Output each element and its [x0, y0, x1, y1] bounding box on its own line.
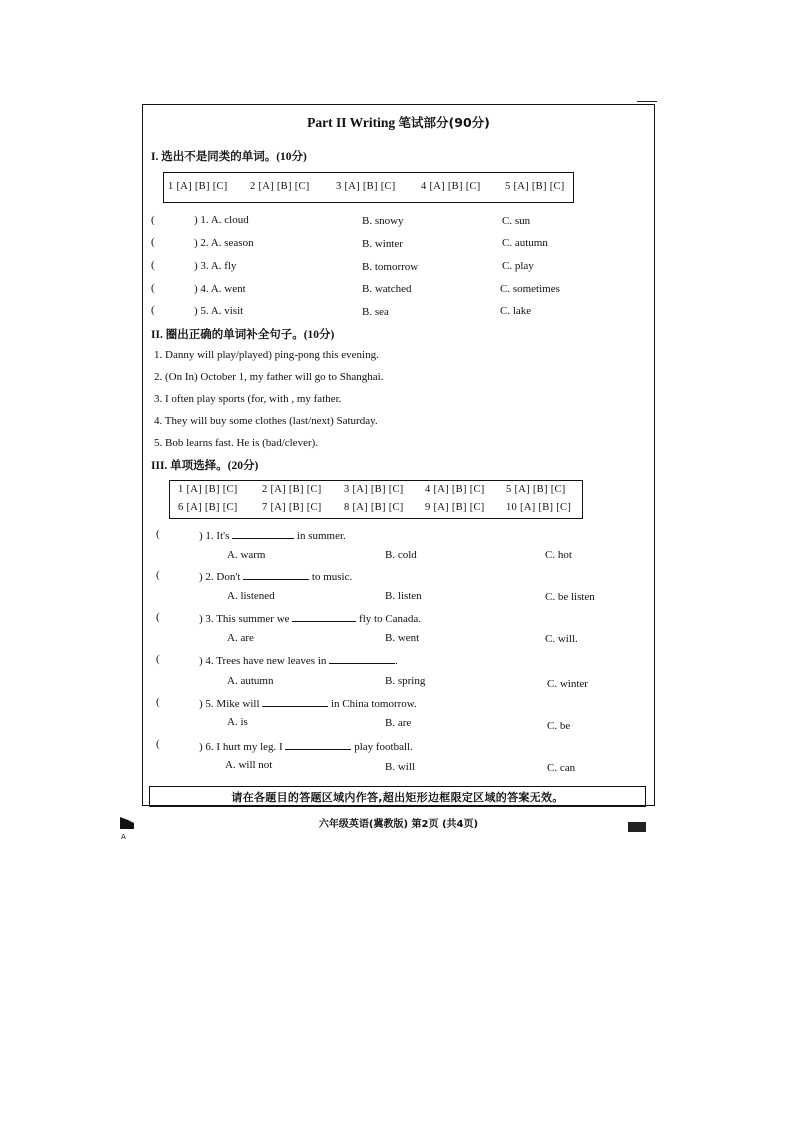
notice-bar: 请在各题目的答题区域内作答,超出矩形边框限定区域的答案无效。 — [149, 786, 646, 807]
option-c: C. will. — [545, 633, 578, 645]
sentence-4: 4. They will buy some clothes (last/next) Saturday. — [154, 415, 378, 427]
answer-choice-4[interactable]: 4 [A] [B] [C] — [425, 484, 485, 495]
option-b: B. winter — [362, 238, 403, 250]
question-text: ) 4. A. went — [194, 283, 246, 295]
option-c: C. be listen — [545, 591, 595, 603]
sentence-5: 5. Bob learns fast. He is (bad/clever). — [154, 437, 319, 449]
option-b: B. watched — [362, 283, 412, 295]
answer-choice-10[interactable]: 10 [A] [B] [C] — [506, 502, 572, 513]
option-c: C. be — [547, 720, 571, 732]
answer-choice-3[interactable]: 3 [A] [B] [C] — [344, 484, 404, 495]
paren-open: ( — [151, 304, 155, 316]
option-b: B. tomorrow — [362, 261, 419, 273]
option-c: C. sometimes — [500, 283, 560, 295]
sentence-2: 2. (On In) October 1, my father will go to Shanghai. — [154, 371, 384, 383]
option-c: C. autumn — [502, 237, 548, 249]
option-a: A. are — [227, 632, 254, 644]
paren-open: ( — [151, 282, 155, 294]
answer-blank[interactable] — [243, 569, 309, 580]
question-text: ) 1. A. cloud — [194, 214, 249, 226]
answer-choice-4[interactable]: 4 [A] [B] [C] — [421, 181, 481, 192]
sentence-1: 1. Danny will play/played) ping-pong this evening. — [154, 349, 379, 361]
paren-open: ( — [156, 528, 160, 540]
answer-choice-3[interactable]: 3 [A] [B] [C] — [336, 181, 396, 192]
option-b: B. went — [385, 632, 420, 644]
answer-blank[interactable] — [232, 528, 294, 539]
question-stem: ) 1. It's in summer. — [199, 530, 346, 542]
question-stem: ) 5. Mike will in China tomorrow. — [199, 698, 417, 710]
top-edge-line — [637, 101, 657, 102]
answer-choice-9[interactable]: 9 [A] [B] [C] — [425, 502, 485, 513]
question-stem: ) 2. Don't to music. — [199, 571, 353, 583]
paren-open: ( — [151, 214, 155, 226]
option-b: B. sea — [362, 306, 389, 318]
option-b: B. will — [385, 761, 415, 773]
answer-choice-1[interactable]: 1 [A] [B] [C] — [168, 181, 228, 192]
title-chinese: 笔试部分(90分) — [398, 115, 490, 130]
registration-mark-icon — [628, 822, 646, 832]
question-text: ) 3. A. fly — [194, 260, 237, 272]
paren-open: ( — [156, 611, 160, 623]
answer-choice-1[interactable]: 1 [A] [B] [C] — [178, 484, 238, 495]
question-text: ) 5. A. visit — [194, 305, 244, 317]
page-title — [142, 113, 655, 131]
option-a: A. is — [227, 716, 248, 728]
option-c: C. winter — [547, 678, 588, 690]
answer-blank[interactable] — [329, 653, 395, 664]
answer-choice-8[interactable]: 8 [A] [B] [C] — [344, 502, 404, 513]
corner-mark: A — [121, 833, 126, 841]
answer-blank[interactable] — [285, 739, 351, 750]
option-c: C. hot — [545, 549, 572, 561]
answer-blank[interactable] — [292, 611, 356, 622]
option-b: B. cold — [385, 549, 417, 561]
option-b: B. are — [385, 717, 412, 729]
option-c: C. sun — [502, 215, 531, 227]
answer-choice-2[interactable]: 2 [A] [B] [C] — [262, 484, 322, 495]
paren-open: ( — [156, 569, 160, 581]
answer-choice-7[interactable]: 7 [A] [B] [C] — [262, 502, 322, 513]
sentence-3: 3. I often play sports (for, with , my father. — [154, 393, 342, 405]
question-stem: ) 4. Trees have new leaves in . — [199, 655, 398, 667]
option-b: B. listen — [385, 590, 422, 602]
option-c: C. can — [547, 762, 576, 774]
option-c: C. lake — [500, 305, 532, 317]
paren-open: ( — [156, 653, 160, 665]
paren-open: ( — [156, 738, 160, 750]
option-b: B. snowy — [362, 215, 404, 227]
option-a: A. will not — [225, 759, 273, 771]
answer-choice-2[interactable]: 2 [A] [B] [C] — [250, 181, 310, 192]
title-english: Part II Writing — [307, 115, 396, 130]
option-a: A. autumn — [227, 675, 274, 687]
question-text: ) 2. A. season — [194, 237, 254, 249]
answer-choice-6[interactable]: 6 [A] [B] [C] — [178, 502, 238, 513]
paren-open: ( — [151, 259, 155, 271]
answer-choice-5[interactable]: 5 [A] [B] [C] — [505, 181, 565, 192]
option-b: B. spring — [385, 675, 426, 687]
paren-open: ( — [156, 696, 160, 708]
section-1-heading: I. 选出不是同类的单词。(10分) — [151, 151, 307, 163]
question-stem: ) 3. This summer we fly to Canada. — [199, 613, 422, 625]
answer-blank[interactable] — [262, 696, 328, 707]
option-c: C. play — [502, 260, 534, 272]
section-3-heading: III. 单项选择。(20分) — [151, 460, 259, 472]
paren-open: ( — [151, 236, 155, 248]
flag-mark-icon — [120, 817, 134, 829]
answer-choice-5[interactable]: 5 [A] [B] [C] — [506, 484, 566, 495]
option-a: A. listened — [227, 590, 275, 602]
section-2-heading: II. 圈出正确的单词补全句子。(10分) — [151, 329, 335, 341]
option-a: A. warm — [227, 549, 266, 561]
page-footer: 六年级英语(冀教版) 第2页 (共4页) — [318, 819, 479, 830]
question-stem: ) 6. I hurt my leg. I play football. — [199, 741, 413, 753]
